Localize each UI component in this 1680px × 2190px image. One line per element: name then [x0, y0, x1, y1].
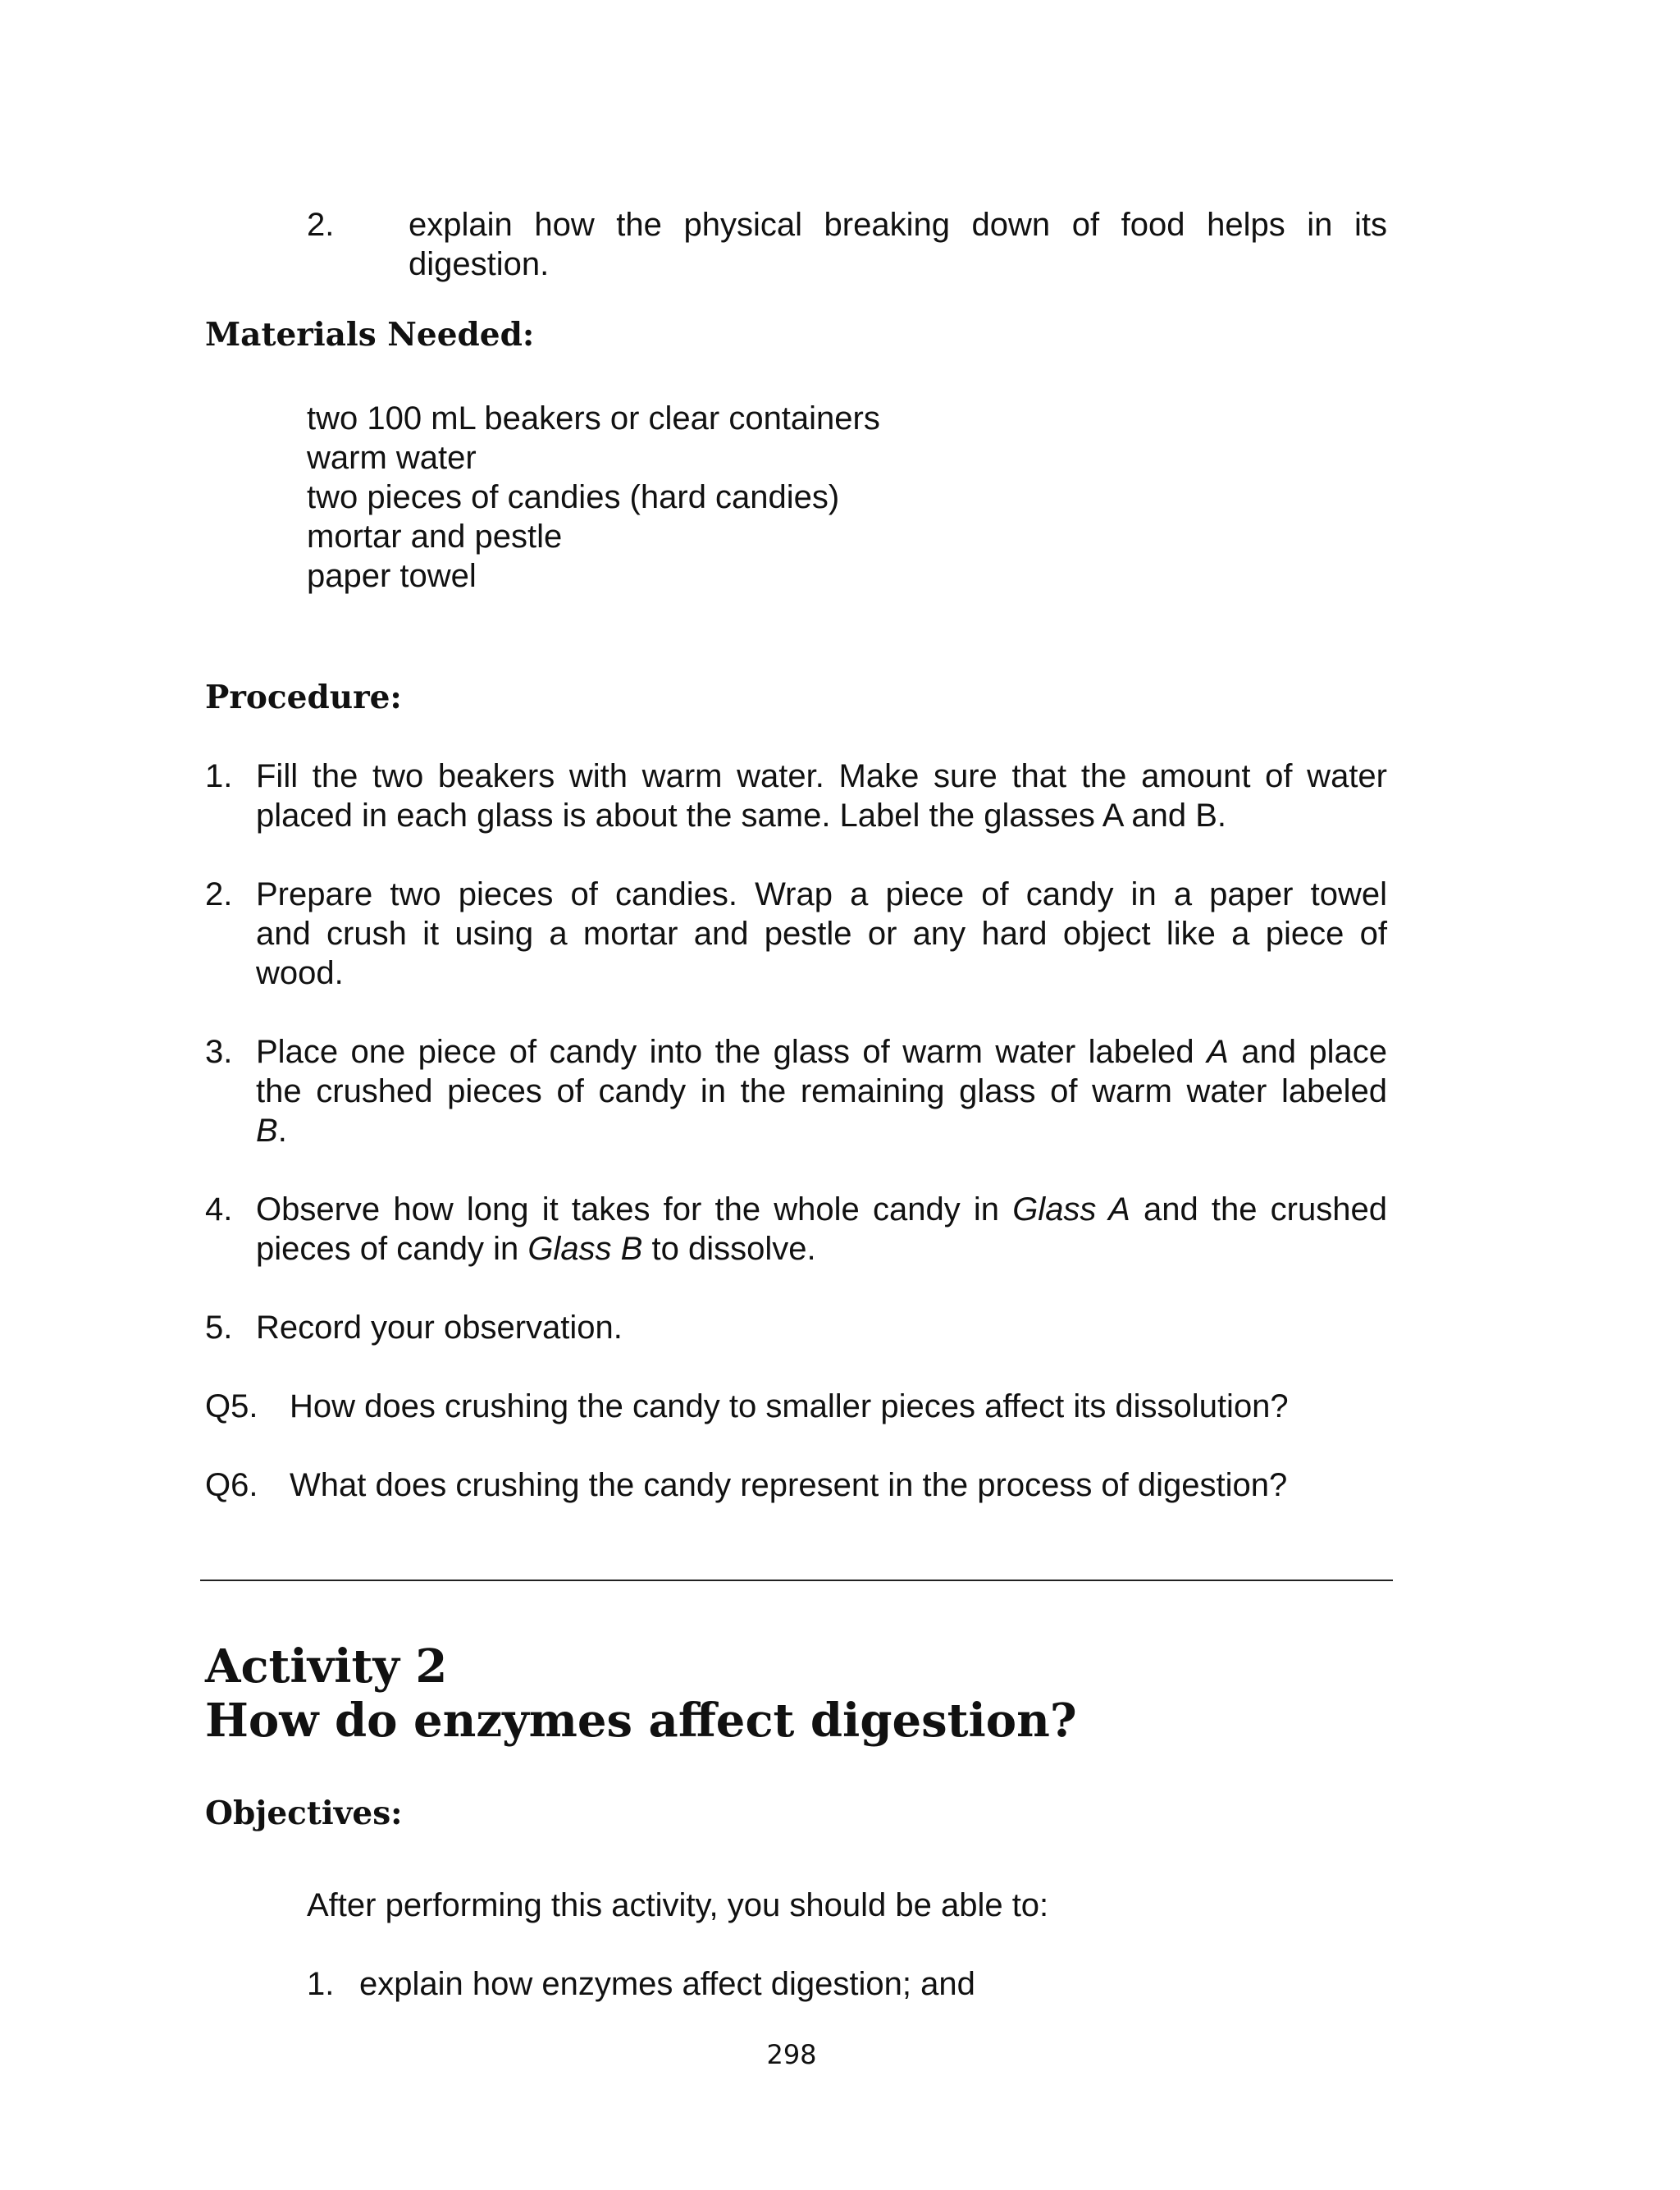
text-run: to dissolve.: [642, 1231, 816, 1267]
procedure-step-line: [256, 757, 1387, 796]
section-divider: [200, 1580, 1393, 1581]
page-number: 298: [766, 2039, 817, 2070]
procedure-step-number: 5.: [205, 1310, 233, 1346]
procedure-step-line: [256, 1111, 287, 1150]
objective-1-number: 1.: [307, 1966, 335, 2002]
procedure-step-line: [256, 875, 1387, 914]
objective-2-line-2: digestion.: [409, 246, 550, 282]
materials-list: [307, 399, 880, 596]
procedure-step-number: 2.: [205, 876, 233, 912]
objective-2-line-1: explain how the physical breaking down of food helps in its: [409, 207, 1387, 243]
activity-question: How do enzymes affect digestion?: [205, 1694, 1077, 1748]
question-text: What does crushing the candy represent in the process of digestion?: [290, 1467, 1288, 1503]
text-run: Prepare two pieces of candies. Wrap a piece of candy in a paper towel: [256, 876, 1387, 912]
italic-text: Glass A: [1012, 1191, 1130, 1228]
question-label: Q5.: [205, 1388, 258, 1424]
text-run: .: [277, 1113, 287, 1149]
procedure-step-line: [256, 796, 1226, 835]
text-run: and the crushed: [1130, 1191, 1387, 1228]
text-run: Observe how long it takes for the whole candy in: [256, 1191, 1013, 1228]
objectives-heading: Objectives:: [205, 1795, 403, 1832]
text-run: pieces of candy in: [256, 1231, 528, 1267]
question-text: How does crushing the candy to smaller pieces affect its dissolution?: [290, 1388, 1289, 1424]
objective-2-number: 2.: [307, 207, 335, 243]
question-q5: [205, 1387, 1289, 1426]
activity-title: [205, 1639, 1077, 1748]
italic-text: Glass B: [527, 1231, 643, 1267]
procedure-step-line: [256, 1308, 623, 1347]
text-run: Place one piece of candy into the glass of warm water labeled: [256, 1034, 1208, 1070]
objectives-intro: After performing this activity, you should be able to:: [307, 1887, 1049, 1923]
text-run: and crush it using a mortar and pestle or any hard object like a piece of: [256, 916, 1387, 952]
italic-text: B: [256, 1113, 278, 1149]
procedure-step-line: [256, 953, 344, 993]
question-label: Q6.: [205, 1467, 258, 1503]
procedure-step-line: [256, 1229, 816, 1269]
materials-item: mortar and pestle: [307, 519, 563, 555]
materials-item: two pieces of candies (hard candies): [307, 479, 840, 515]
text-run: wood.: [256, 955, 344, 991]
text-run: Record your observation.: [256, 1310, 623, 1346]
text-run: and place: [1228, 1034, 1388, 1070]
procedure-step-number: 4.: [205, 1191, 233, 1228]
procedure-step-line: [256, 1032, 1387, 1072]
text-run: the crushed pieces of candy in the remaining glass of warm water labeled: [256, 1073, 1387, 1109]
procedure-step-line: [256, 914, 1387, 953]
procedure-step-number: 3.: [205, 1034, 233, 1070]
materials-item: two 100 mL beakers or clear containers: [307, 400, 880, 437]
question-q6: [205, 1465, 1288, 1505]
materials-item: paper towel: [307, 558, 477, 594]
text-run: placed in each glass is about the same. Label the glasses A and B.: [256, 798, 1227, 834]
procedure-step-number: 1.: [205, 758, 233, 794]
materials-item: warm water: [307, 440, 477, 476]
activity-number: Activity 2: [205, 1639, 448, 1694]
italic-text: A: [1207, 1034, 1229, 1070]
objective-1: [307, 1964, 975, 2004]
text-run: Fill the two beakers with warm water. Make sure that the amount of water: [256, 758, 1387, 794]
procedure-heading: Procedure:: [205, 679, 402, 716]
materials-heading: Materials Needed:: [205, 316, 535, 354]
procedure-step-line: [256, 1072, 1387, 1111]
procedure-step-line: [256, 1190, 1387, 1229]
objective-1-text: explain how enzymes affect digestion; and: [359, 1966, 975, 2002]
